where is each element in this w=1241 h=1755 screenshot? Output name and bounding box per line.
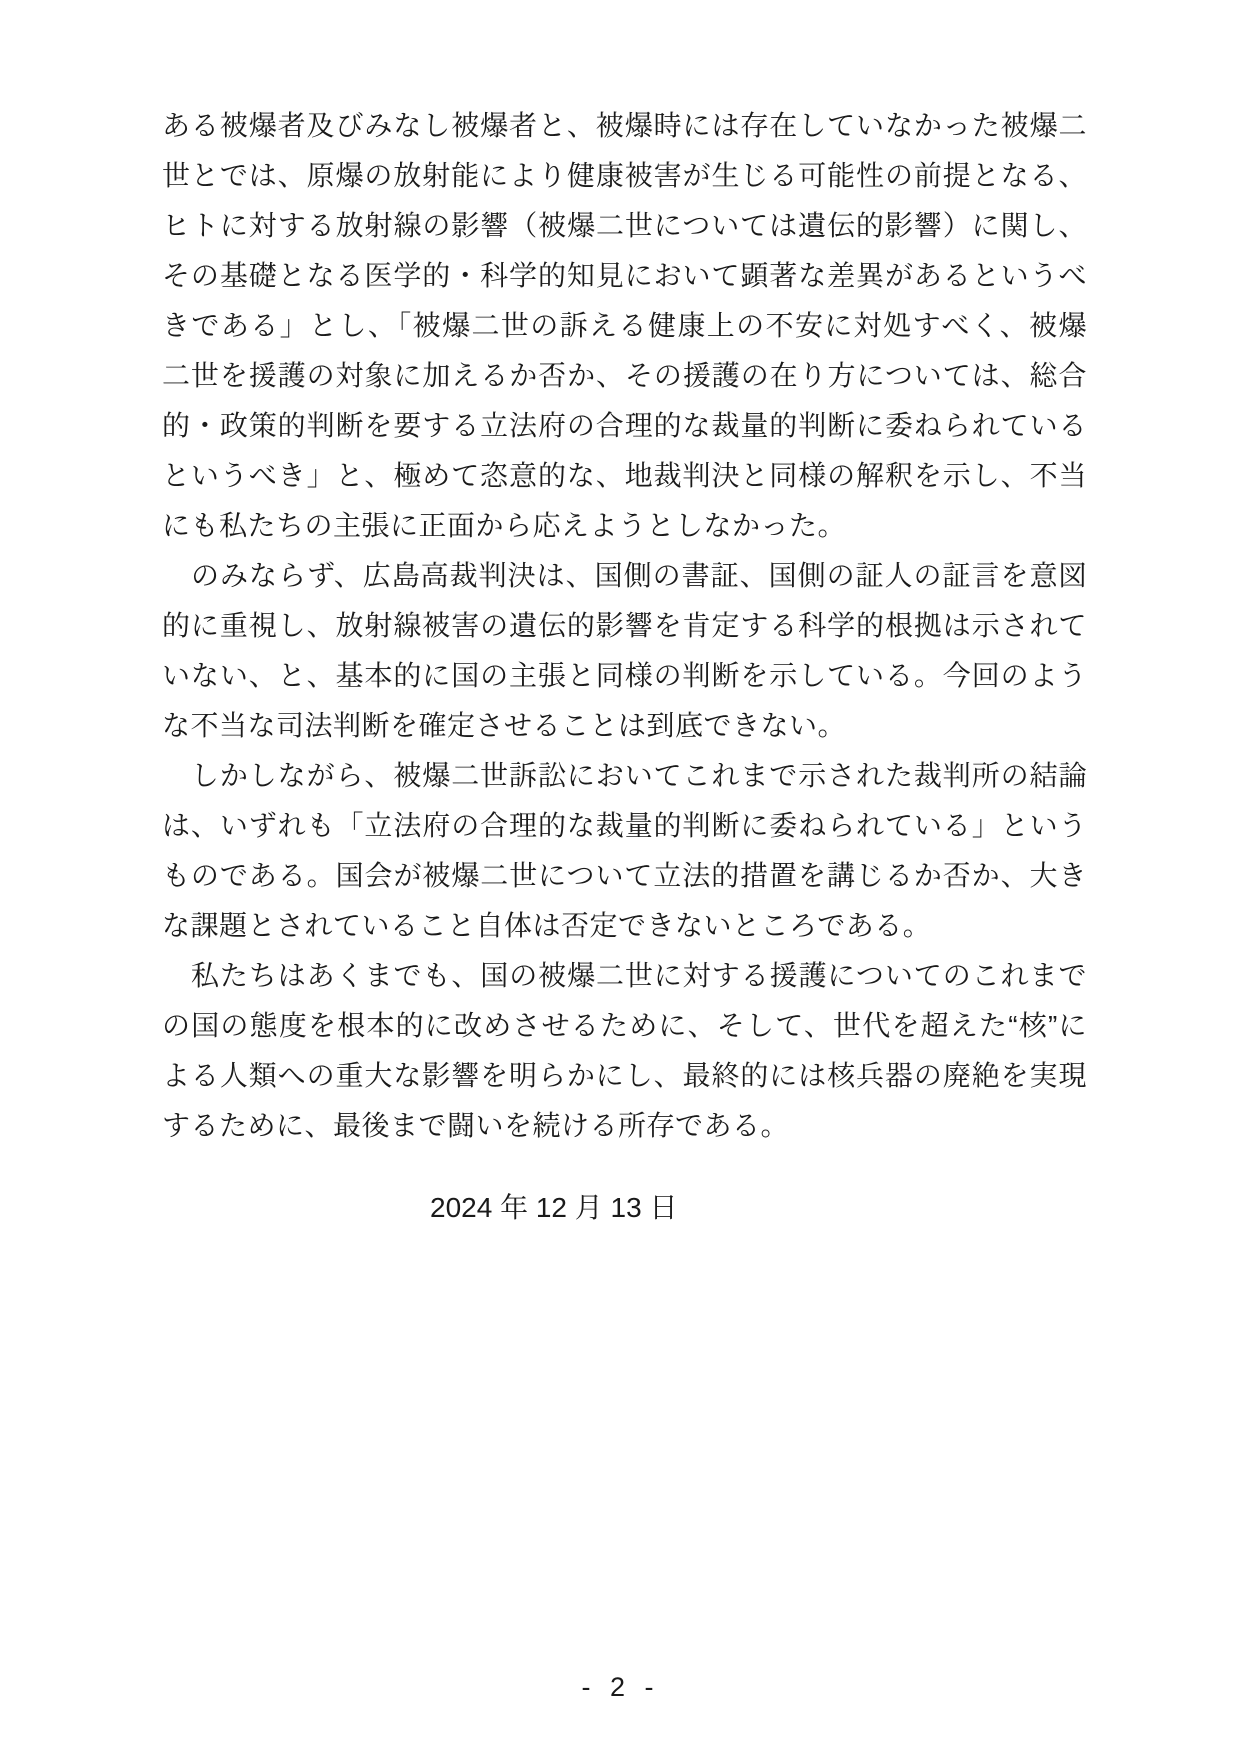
paragraph-2: のみならず、広島高裁判決は、国側の書証、国側の証人の証言を意図的に重視し、放射線被害の遺伝的影響を肯定する科学的根拠は示されていない、と、基本的に国の主張と同様の判断を示している。今回のような不当な司法判断を確定させることは到底できない。 bbox=[162, 560, 1087, 741]
paragraph-3: しかしながら、被爆二世訴訟においてこれまで示された裁判所の結論は、いずれも「立法府の合理的な裁量的判断に委ねられている」というものである。国会が被爆二世について立法的措置を講じるか否か、大きな課題とされていること自体は否定できないところである。 bbox=[162, 760, 1087, 941]
paragraph-1: ある被爆者及びみなし被爆者と、被爆時には存在していなかった被爆二世とでは、原爆の放射能により健康被害が生じる可能性の前提となる、ヒトに対する放射線の影響（被爆二世については遺伝的影響）に関し、その基礎となる医学的・科学的知見において顕著な差異があるというべきである」とし、「被爆二世の訴える健康上の不安に対処すべく、被爆二世を援護の対象に加えるか否か、その援護の在り方については、総合的・政策的判断を要する立法府の合理的な裁量的判断に委ねられているというべき」と、極めて恣意的な、地裁判決と同様の解釈を示し、不当にも私たちの主張に正面から応えようとしなかった。 bbox=[162, 110, 1087, 541]
page-number: - 2 - bbox=[581, 1672, 660, 1702]
document-date: 2024 年 12 月 13 日 bbox=[430, 1192, 678, 1223]
paragraph-4: 私たちはあくまでも、国の被爆二世に対する援護についてのこれまでの国の態度を根本的に改めさせるために、そして、世代を超えた“核”による人類への重大な影響を明らかにし、最終的には核兵器の廃絶を実現するために、最後まで闘いを続ける所存である。 bbox=[162, 960, 1087, 1141]
document-body bbox=[162, 101, 1087, 1151]
